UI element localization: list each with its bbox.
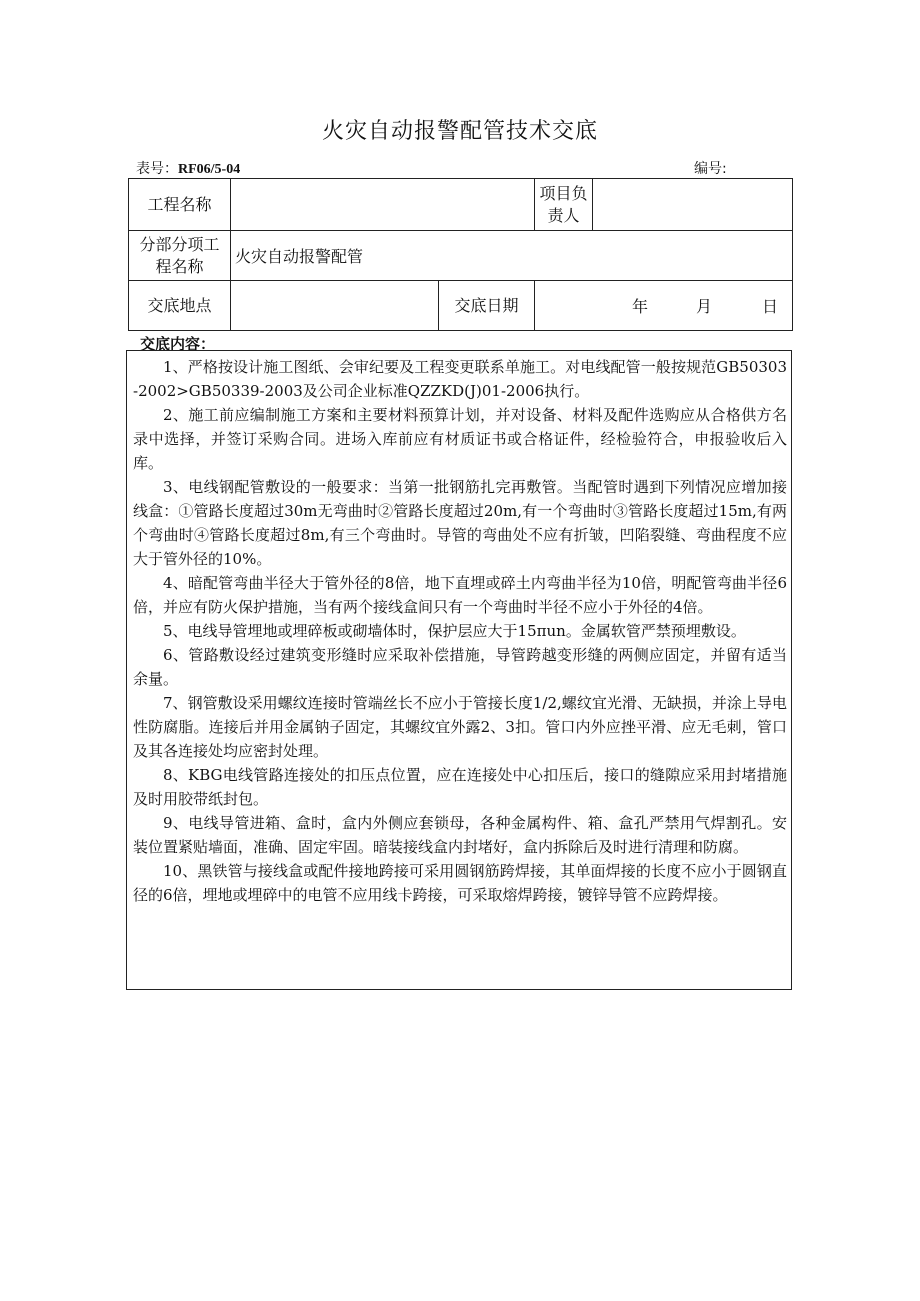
form-number-value: RF06/5-04 — [178, 162, 241, 177]
manager-label: 项目负责人 — [535, 179, 593, 231]
manager-field[interactable] — [593, 179, 793, 231]
subproject-field[interactable]: 火灾自动报警配管 — [231, 231, 793, 281]
paragraph-3: 3、电线钢配管敷设的一般要求：当第一批钢筋扎完再敷管。当配管时遇到下列情况应增加接线盒：①管路长度超过30m无弯曲时②管路长度超过20m,有一个弯曲时③管路长度超过15m,有两个弯曲时④管路长度超过8m,有三个弯曲时。导管的弯曲处不应有折皱，凹陷裂缝、弯曲程度不应大于管外径的10%。 — [133, 478, 787, 568]
paragraph-1: 1、严格按设计施工图纸、会审纪要及工程变更联系单施工。对电线配管一般按规范GB50303-2002>GB50339-2003及公司企业标准QZZKD(J)01-2006执行。 — [133, 358, 787, 400]
form-number-label: 表号： — [136, 161, 178, 177]
paragraph-4: 4、暗配管弯曲半径大于管外径的8倍，地下直埋或碎土内弯曲半径为10倍，明配管弯曲半径6倍，并应有防火保护措施，当有两个接线盒间只有一个弯曲时半径不应小于外径的4倍。 — [133, 574, 787, 616]
location-label: 交底地点 — [129, 281, 231, 331]
date-field[interactable] — [535, 281, 793, 331]
content-box — [126, 350, 792, 990]
subproject-label: 分部分项工程名称 — [129, 231, 231, 281]
paragraph-6: 6、管路敷设经过建筑变形缝时应采取补偿措施，导管跨越变形缝的两侧应固定，并留有适当余量。 — [133, 646, 787, 688]
paragraph-8: 8、KBG电线管路连接处的扣压点位置，应在连接处中心扣压后，接口的缝隙应采用封堵措施及时用胶带纸封包。 — [133, 766, 787, 808]
date-day-label: 日 — [762, 297, 779, 316]
paragraph-10: 10、黑铁管与接线盒或配件接地跨接可采用圆钢筋跨焊接，其单面焊接的长度不应小于圆钢直径的6倍，埋地或埋碎中的电管不应用线卡跨接，可采取熔焊跨接，镀锌导管不应跨焊接。 — [133, 862, 787, 904]
paragraph-5: 5、电线导管埋地或埋碎板或砌墙体时，保护层应大于15πun。金属软管严禁预埋敷设。 — [163, 622, 746, 640]
info-table — [128, 178, 793, 331]
location-field[interactable] — [231, 281, 439, 331]
content-label: 交底内容： — [140, 335, 216, 353]
paragraph-7: 7、钢管敷设采用螺纹连接时管端丝长不应小于管接长度1/2,螺纹宜光滑、无缺损，并涂上导电性防腐脂。连接后并用金属钠子固定，其螺纹宜外露2、3扣。管口内外应挫平滑、应无毛刺，管口及其各连接处均应密封处理。 — [133, 694, 787, 760]
project-name-field[interactable] — [231, 179, 535, 231]
date-label: 交底日期 — [439, 281, 535, 331]
form-number — [136, 158, 240, 178]
paragraph-9: 9、电线导管进箱、盒时，盒内外侧应套锁母，各种金属构件、箱、盒孔严禁用气焊割孔。安装位置紧贴墙面，准确、固定牢固。暗装接线盒内封堵好，盒内拆除后及时进行清理和防腐。 — [133, 814, 787, 856]
project-name-label: 工程名称 — [129, 179, 231, 231]
date-year-label: 年 — [632, 297, 649, 316]
document-title: 火灾自动报警配管技术交底 — [321, 119, 598, 144]
paragraph-2: 2、施工前应编制施工方案和主要材料预算计划，并对设备、材料及配件选购应从合格供方名录中选择，并签订采购合同。进场入库前应有材质证书或合格证件，经检验符合，申报验收后入库。 — [133, 406, 787, 472]
date-month-label: 月 — [696, 297, 713, 316]
serial-number-label: 编号: — [694, 161, 727, 177]
